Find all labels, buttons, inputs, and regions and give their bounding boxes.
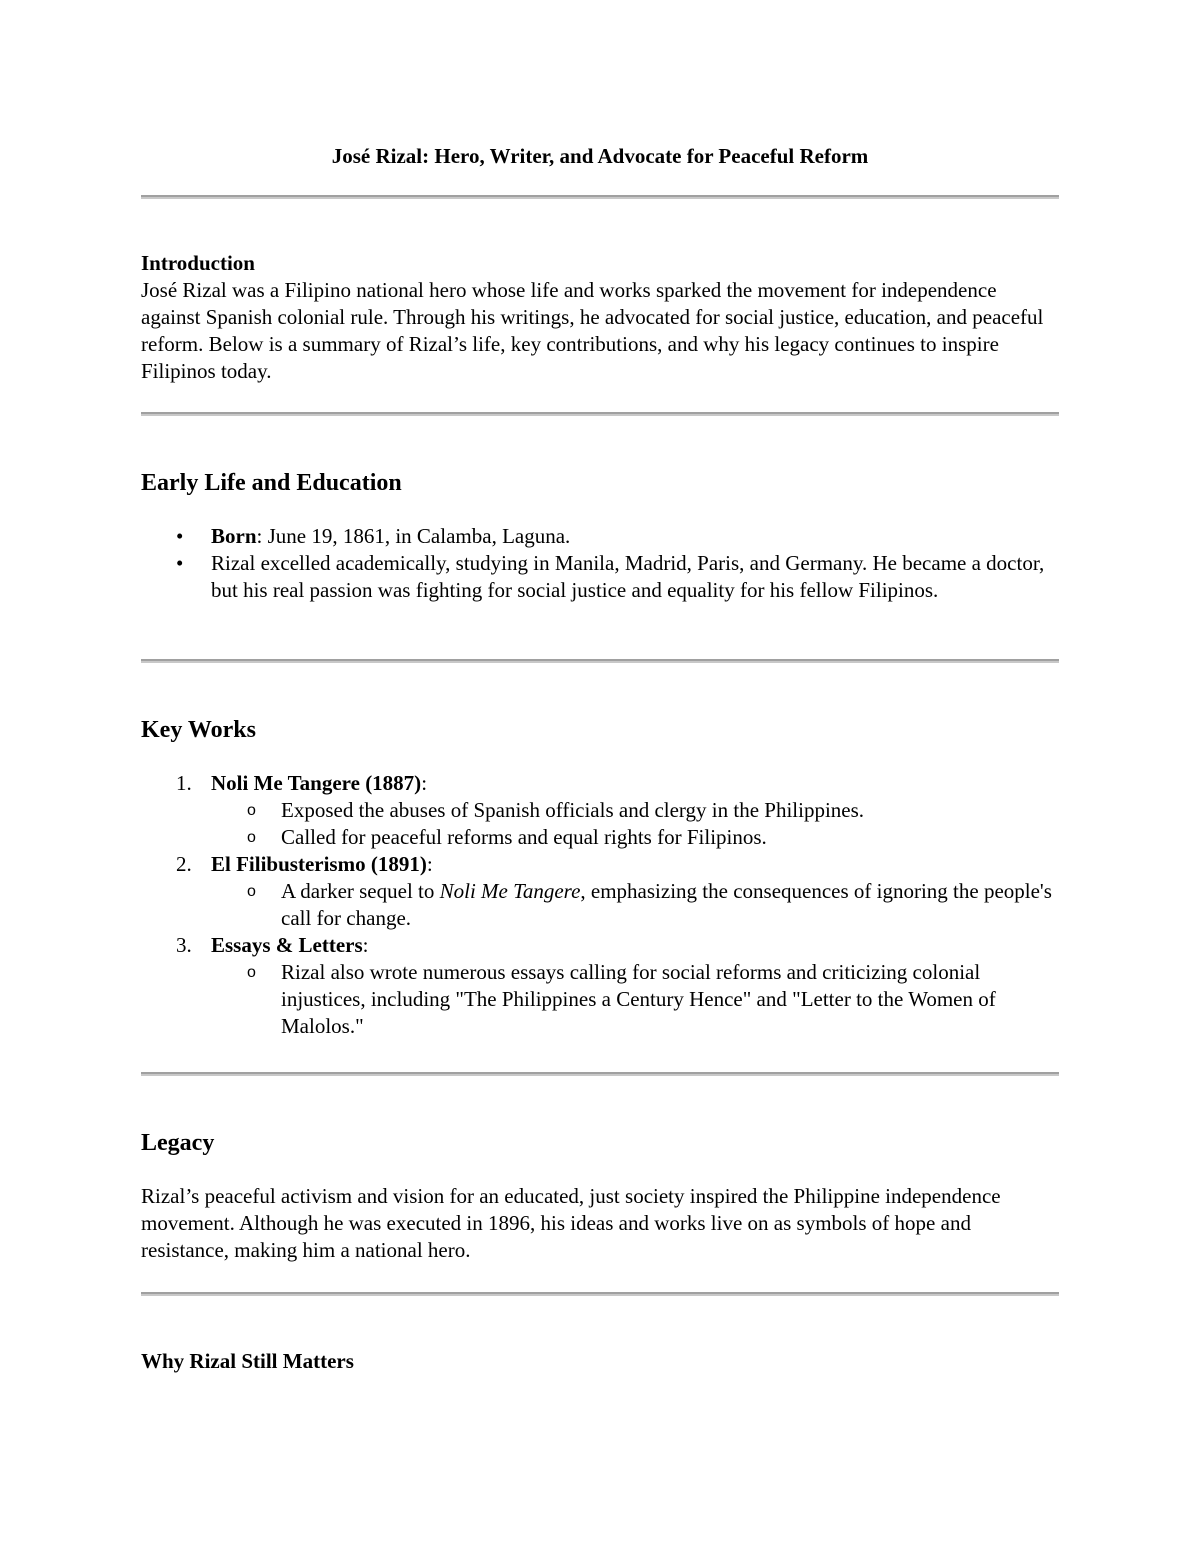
sub-list <box>211 878 1059 932</box>
why-section <box>141 1348 1059 1375</box>
introduction-section <box>141 250 1059 385</box>
legacy-heading: Legacy <box>141 1130 215 1156</box>
sub-list-item <box>211 959 1059 1040</box>
colon: : <box>426 852 433 876</box>
sub-item-text: Exposed the abuses of Spanish officials and clergy in the Philippines. <box>281 798 865 822</box>
sub-item-text: Rizal also wrote numerous essays calling for social reforms and criticizing colonial injustices, including "The Philippines a Century Hence" and "Letter to the Women of Malolos." <box>281 960 996 1038</box>
horizontal-rule <box>141 412 1059 416</box>
sub-list-item <box>211 878 1059 932</box>
sub-item-text: , emphasizing the consequences of ignoring the people's call for change. <box>281 879 1052 930</box>
document-title: José Rizal: Hero, Writer, and Advocate for Peaceful Reform <box>331 144 869 168</box>
introduction-heading: Introduction <box>141 251 255 275</box>
sub-list-item <box>211 824 1059 851</box>
list-item <box>141 932 1059 1040</box>
item-number: 1. <box>176 771 192 795</box>
bullet-icon: • <box>176 551 184 575</box>
circle-bullet-icon: o <box>247 802 256 819</box>
early-life-list <box>141 523 1059 604</box>
colon: : <box>362 933 369 957</box>
early-life-heading: Early Life and Education <box>141 470 402 496</box>
introduction-paragraph: José Rizal was a Filipino national hero whose life and works sparked the movement for independence against Spanish colonial rule. Through his writings, he advocated for social justice, education, and peaceful reform. Below is a summary of Rizal’s life, key contributions, and why his legacy continues to inspire Filipinos today. <box>141 278 1044 383</box>
education-text: Rizal excelled academically, studying in Manila, Madrid, Paris, and Germany. He became a doctor, but his real passion was fighting for social justice and equality for his fellow Filipinos. <box>211 551 1045 602</box>
sub-list <box>211 797 1059 851</box>
list-item <box>141 851 1059 932</box>
colon: : <box>421 771 428 795</box>
legacy-section <box>141 1128 1059 1264</box>
born-label: Born <box>211 524 257 548</box>
key-works-heading: Key Works <box>141 717 256 743</box>
sub-list <box>211 959 1059 1040</box>
sub-item-text: A darker sequel to <box>281 879 440 903</box>
work-title: Essays & Letters <box>211 933 363 957</box>
legacy-paragraph: Rizal’s peaceful activism and vision for an educated, just society inspired the Philippine independence movement. Although he was executed in 1896, his ideas and works live on as symbols of hope and resistance, making him a national hero. <box>141 1184 1001 1262</box>
horizontal-rule <box>141 659 1059 663</box>
sub-list-item <box>211 797 1059 824</box>
circle-bullet-icon: o <box>247 964 256 981</box>
list-item <box>141 550 1059 604</box>
sub-item-text: Called for peaceful reforms and equal rights for Filipinos. <box>281 825 767 849</box>
early-life-section <box>141 468 1059 604</box>
circle-bullet-icon: o <box>247 883 256 900</box>
born-text: : June 19, 1861, in Calamba, Laguna. <box>256 524 571 548</box>
why-heading: Why Rizal Still Matters <box>141 1349 354 1373</box>
item-number: 2. <box>176 852 192 876</box>
list-item <box>141 770 1059 851</box>
work-title: El Filibusterismo (1891) <box>211 852 427 876</box>
horizontal-rule <box>141 195 1059 199</box>
italic-title: Noli Me Tangere <box>439 879 581 903</box>
circle-bullet-icon: o <box>247 829 256 846</box>
item-number: 3. <box>176 933 192 957</box>
bullet-icon: • <box>176 524 184 548</box>
horizontal-rule <box>141 1072 1059 1076</box>
key-works-list <box>141 770 1059 1040</box>
work-title: Noli Me Tangere (1887) <box>211 771 422 795</box>
list-item <box>141 523 1059 550</box>
key-works-section <box>141 715 1059 1040</box>
horizontal-rule <box>141 1292 1059 1296</box>
